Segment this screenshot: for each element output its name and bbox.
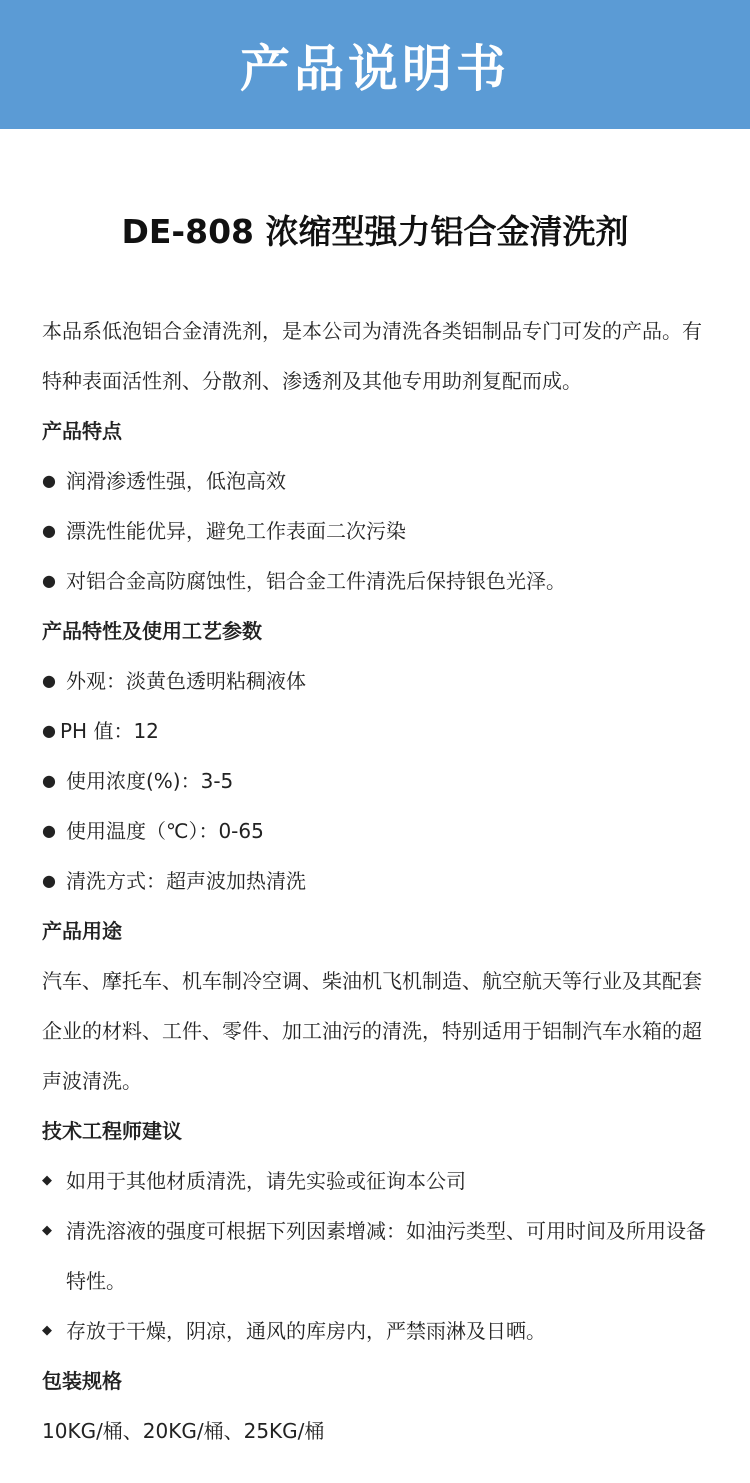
list-item xyxy=(42,1206,718,1306)
bullet-icon: ● xyxy=(42,571,56,590)
bullet-icon: ● xyxy=(42,671,56,690)
bullet-icon: ● xyxy=(42,471,56,490)
advice-item: 清洗溶液的强度可根据下列因素增减：如油污类型、可用时间及所用设备特性。 xyxy=(66,1219,706,1293)
diamond-icon: ◆ xyxy=(42,1323,52,1338)
bullet-icon: ● xyxy=(42,821,56,840)
packaging-heading: 包装规格 xyxy=(42,1369,122,1393)
list-item xyxy=(42,1306,718,1356)
packaging-text: 10KG/桶、20KG/桶、25KG/桶 xyxy=(42,1419,325,1443)
advice-heading: 技术工程师建议 xyxy=(42,1119,182,1143)
bullet-icon: ● xyxy=(42,771,56,790)
list-item xyxy=(42,806,718,856)
spec-item: 外观：淡黄色透明粘稠液体 xyxy=(66,669,306,693)
feature-item: 润滑渗透性强，低泡高效 xyxy=(66,469,286,493)
list-item xyxy=(42,856,718,906)
list-item xyxy=(42,1156,718,1206)
product-title: DE-808 浓缩型强力铝合金清洗剂 xyxy=(121,212,629,251)
bullet-icon: ● xyxy=(42,521,56,540)
spec-item: 清洗方式：超声波加热清洗 xyxy=(66,869,306,893)
spec-item: 使用温度（℃）：0-65 xyxy=(66,819,264,843)
advice-item: 如用于其他材质清洗，请先实验或征询本公司 xyxy=(66,1169,466,1193)
list-item xyxy=(42,756,718,806)
list-item xyxy=(42,706,718,756)
intro-paragraph: 本品系低泡铝合金清洗剂，是本公司为清洗各类铝制品专门可发的产品。有特种表面活性剂、分散剂、渗透剂及其他专用助剂复配而成。 xyxy=(42,319,702,393)
bullet-icon: ● xyxy=(42,871,56,890)
document-body xyxy=(42,306,718,1456)
list-item xyxy=(42,656,718,706)
list-item xyxy=(42,556,718,606)
usage-paragraph: 汽车、摩托车、机车制冷空调、柴油机飞机制造、航空航天等行业及其配套企业的材料、工件、零件、加工油污的清洗，特别适用于铝制汽车水箱的超声波清洗。 xyxy=(42,969,702,1093)
features-heading: 产品特点 xyxy=(42,419,122,443)
spec-item: PH 值：12 xyxy=(60,719,159,743)
spec-item: 使用浓度(%)：3-5 xyxy=(66,769,234,793)
usage-heading: 产品用途 xyxy=(42,919,122,943)
feature-item: 对铝合金高防腐蚀性，铝合金工件清洗后保持银色光泽。 xyxy=(66,569,566,593)
list-item xyxy=(42,456,718,506)
list-item xyxy=(42,506,718,556)
header-banner xyxy=(0,0,750,129)
diamond-icon: ◆ xyxy=(42,1173,52,1188)
specs-heading: 产品特性及使用工艺参数 xyxy=(42,619,262,643)
bullet-icon: ● xyxy=(42,721,56,740)
advice-item: 存放于干燥，阴凉，通风的库房内，严禁雨淋及日晒。 xyxy=(66,1319,546,1343)
diamond-icon: ◆ xyxy=(42,1223,52,1238)
feature-item: 漂洗性能优异，避免工作表面二次污染 xyxy=(66,519,406,543)
banner-title: 产品说明书 xyxy=(240,39,510,98)
